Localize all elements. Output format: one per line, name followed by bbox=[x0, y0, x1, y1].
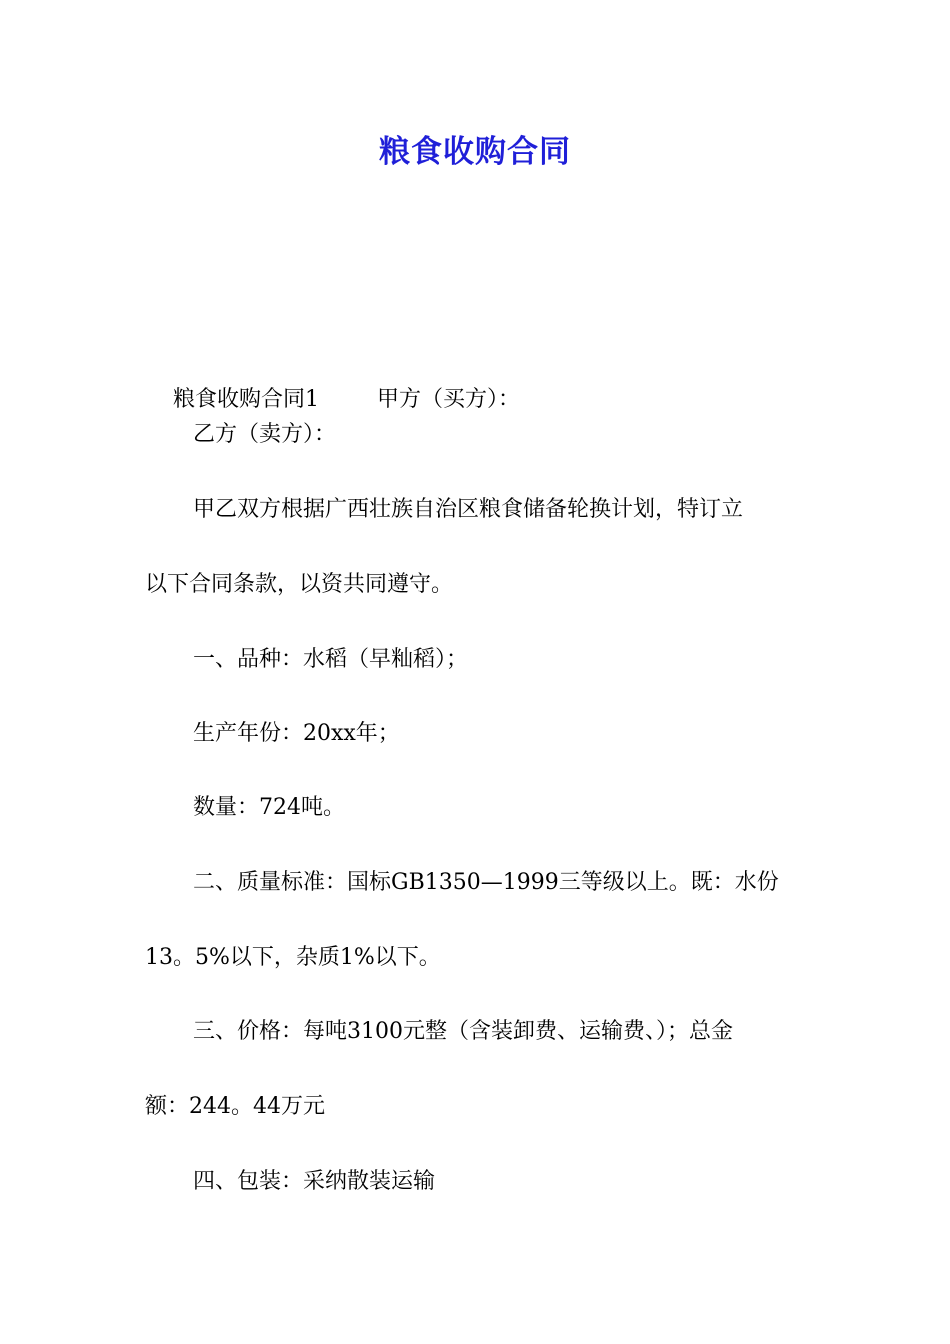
party-a-label: 甲方（买方）： bbox=[376, 387, 520, 412]
clause-quality-continued: 13。5%以下，杂质1%以下。 bbox=[145, 945, 441, 970]
paragraph-line: 甲乙双方根据广西壮族自治区粮食储备轮换计划，特订立 bbox=[193, 497, 744, 522]
clause-production-year: 生产年份：20xx年； bbox=[193, 721, 400, 746]
document-title: 粮食收购合同 bbox=[379, 134, 571, 170]
contract-label: 粮食收购合同1 bbox=[172, 387, 319, 412]
clause-packaging: 四、包装：采纳散装运输 bbox=[193, 1169, 436, 1194]
paragraph-line: 以下合同条款，以资共同遵守。 bbox=[145, 572, 454, 597]
clause-price: 三、价格：每吨3100元整（含装卸费、运输费、）；总金 bbox=[193, 1019, 733, 1044]
clause-quality: 二、质量标准：国标GB1350—1999三等级以上。既：水份 bbox=[193, 870, 779, 895]
clause-price-continued: 额：244。44万元 bbox=[145, 1094, 325, 1119]
clause-quantity: 数量：724吨。 bbox=[193, 795, 345, 820]
party-b-line: 乙方（卖方）： bbox=[193, 422, 337, 447]
clause-variety: 一、品种：水稻（早籼稻）； bbox=[193, 647, 469, 672]
